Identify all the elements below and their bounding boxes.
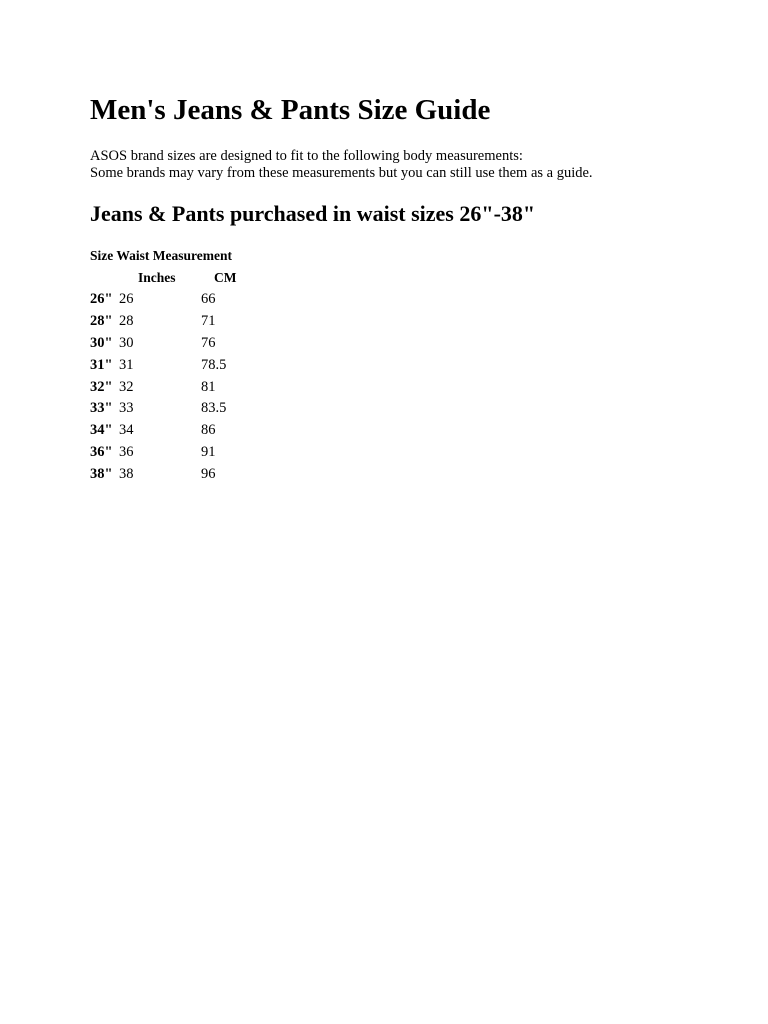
column-header-cm: CM: [214, 270, 237, 285]
cell-inches: 32: [119, 378, 134, 395]
cell-inches: 36: [119, 444, 134, 461]
cell-inches: 33: [119, 400, 134, 417]
cell-cm: 76: [201, 334, 216, 351]
cell-inches: 30: [119, 334, 134, 351]
table-row: [90, 333, 290, 355]
table-row: [90, 398, 290, 420]
cell-cm: 66: [201, 291, 216, 307]
table-subheader: [90, 268, 290, 288]
cell-size: 31": [90, 356, 113, 373]
table-header-size-waist: Size Waist Measurement: [90, 248, 232, 263]
cell-inches: 28: [119, 312, 134, 329]
cell-size: 28": [90, 312, 113, 329]
cell-size: 32": [90, 378, 113, 395]
table-row: [90, 289, 290, 311]
cell-size: 38": [90, 466, 113, 483]
cell-size: 26": [90, 291, 113, 307]
cell-inches: 26: [119, 291, 134, 307]
cell-inches: 34: [119, 422, 134, 439]
cell-cm: 71: [201, 312, 216, 329]
table-row: [90, 377, 290, 399]
page-title: Men's Jeans & Pants Size Guide: [90, 94, 491, 126]
table-body: [90, 289, 290, 486]
cell-size: 34": [90, 422, 113, 439]
cell-cm: 78.5: [201, 356, 227, 373]
cell-cm: 83.5: [201, 400, 227, 417]
table-row: [90, 442, 290, 464]
cell-cm: 86: [201, 422, 216, 439]
intro-paragraph: [90, 148, 593, 182]
intro-line: ASOS brand sizes are designed to fit to the following body measurements:: [90, 148, 523, 164]
cell-cm: 81: [201, 378, 216, 395]
cell-inches: 31: [119, 356, 134, 373]
cell-cm: 91: [201, 444, 216, 461]
cell-size: 36": [90, 444, 113, 461]
table-row: [90, 355, 290, 377]
cell-size: 33": [90, 400, 113, 417]
section-title: Jeans & Pants purchased in waist sizes 26"-38": [90, 201, 536, 226]
cell-inches: 38: [119, 466, 134, 483]
cell-cm: 96: [201, 466, 216, 483]
intro-line: Some brands may vary from these measurements but you can still use them as a guide.: [90, 165, 593, 181]
cell-size: 30": [90, 334, 113, 351]
table-row: [90, 420, 290, 442]
table-row: [90, 311, 290, 333]
column-header-inches: Inches: [138, 270, 176, 285]
table-row: [90, 464, 290, 486]
